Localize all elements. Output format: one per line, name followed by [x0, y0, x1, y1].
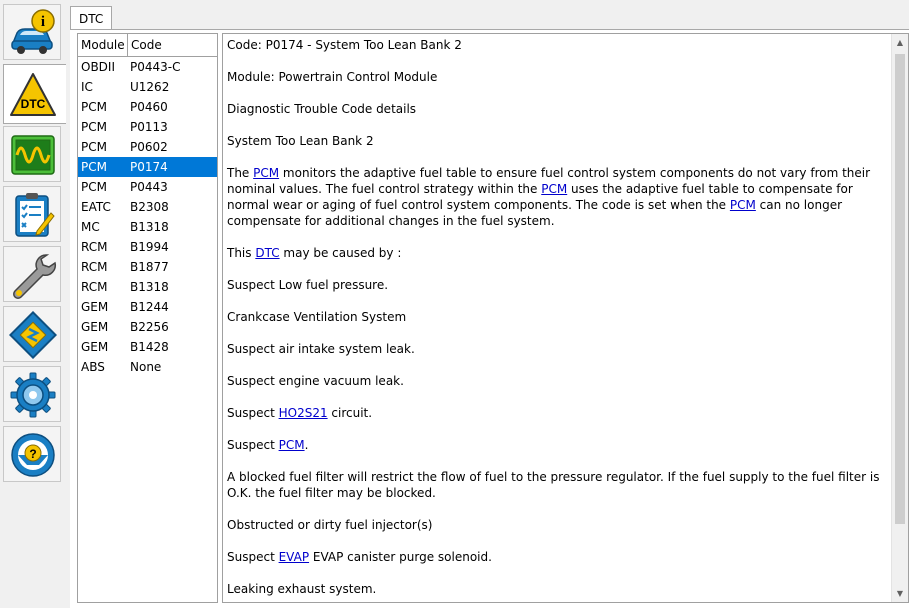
- list-row-selected[interactable]: [78, 157, 217, 177]
- pcm-link[interactable]: PCM: [541, 182, 568, 196]
- row-code: B1428: [130, 340, 169, 354]
- sidebar-item-programming[interactable]: [3, 306, 61, 362]
- cause-item: Suspect engine vacuum leak.: [227, 374, 404, 388]
- row-module: PCM: [81, 140, 107, 154]
- info-badge: i: [40, 14, 46, 30]
- list-row[interactable]: [78, 337, 217, 357]
- cause-item: Suspect Low fuel pressure.: [227, 278, 389, 292]
- detail-code-line: Code: P0174 - System Too Lean Bank 2: [227, 38, 462, 52]
- sidebar-item-live-data[interactable]: [3, 126, 61, 182]
- detail-scrollbar[interactable]: [891, 34, 908, 602]
- cause-text: circuit.: [327, 406, 373, 420]
- detail-title: System Too Lean Bank 2: [227, 134, 374, 148]
- evap-link[interactable]: EVAP: [278, 550, 310, 564]
- list-row[interactable]: [78, 217, 217, 237]
- dtc-link[interactable]: DTC: [255, 246, 280, 260]
- sidebar: [0, 0, 66, 608]
- row-module: PCM: [81, 180, 107, 194]
- cause-item: A blocked fuel filter will restrict the flow of fuel to the pressure regulator. If the fuel supply to the fuel filter is O.K. the fuel filter may be blocked.: [227, 470, 880, 500]
- detail-heading: Diagnostic Trouble Code details: [227, 102, 417, 116]
- row-code: B2308: [130, 200, 169, 214]
- ho2s21-link[interactable]: HO2S21: [278, 406, 328, 420]
- row-module: ABS: [81, 360, 105, 374]
- row-module: EATC: [81, 200, 111, 214]
- row-module: PCM: [81, 160, 107, 174]
- row-module: RCM: [81, 280, 108, 294]
- steering-help-icon: [9, 431, 57, 479]
- cause-item: Crankcase Ventilation System: [227, 310, 407, 324]
- row-code: P0460: [130, 100, 168, 114]
- pcm-link[interactable]: PCM: [729, 198, 756, 212]
- row-code: B1994: [130, 240, 169, 254]
- detail-content: [227, 37, 889, 603]
- pcm-link[interactable]: PCM: [253, 166, 280, 180]
- help-badge: ?: [29, 447, 37, 461]
- row-module: OBDII: [81, 60, 115, 74]
- list-row[interactable]: [78, 57, 217, 77]
- checklist-icon: [9, 191, 57, 239]
- list-row[interactable]: [78, 77, 217, 97]
- cause-item: Suspect air intake system leak.: [227, 342, 415, 356]
- sidebar-item-help[interactable]: [3, 426, 61, 482]
- row-module: RCM: [81, 240, 108, 254]
- row-code: B1318: [130, 280, 169, 294]
- caused-text: may be caused by :: [279, 246, 402, 260]
- cause-item: [227, 437, 889, 453]
- list-row[interactable]: [78, 297, 217, 317]
- sidebar-item-service[interactable]: [3, 246, 61, 302]
- cause-item: Obstructed or dirty fuel injector(s): [227, 518, 433, 532]
- list-row[interactable]: [78, 257, 217, 277]
- oscilloscope-icon: [9, 131, 57, 179]
- detail-description: [227, 165, 889, 229]
- list-row[interactable]: [78, 197, 217, 217]
- sidebar-item-checklist[interactable]: [3, 186, 61, 242]
- sidebar-item-dtc[interactable]: [3, 64, 66, 124]
- row-module: IC: [81, 80, 93, 94]
- row-code: B1318: [130, 220, 169, 234]
- cause-item: Leaking exhaust system.: [227, 582, 377, 596]
- list-row[interactable]: [78, 137, 217, 157]
- row-module: MC: [81, 220, 100, 234]
- car-info-icon: [9, 9, 57, 57]
- dtc-list[interactable]: [77, 33, 218, 603]
- desc-text: can no longer compensate for additional changes in the fuel system.: [227, 198, 843, 228]
- row-code: None: [130, 360, 162, 374]
- gear-icon: [9, 371, 57, 419]
- list-row[interactable]: [78, 317, 217, 337]
- dtc-warning-icon: [9, 71, 57, 119]
- row-code: B1877: [130, 260, 169, 274]
- sidebar-item-vehicle-info[interactable]: [3, 4, 61, 60]
- list-row[interactable]: [78, 97, 217, 117]
- list-row[interactable]: [78, 117, 217, 137]
- cause-text: EVAP canister purge solenoid.: [309, 550, 492, 564]
- list-row[interactable]: [78, 177, 217, 197]
- column-header-module[interactable]: Module: [78, 34, 128, 56]
- row-code: P0443: [130, 180, 168, 194]
- wrench-icon: [9, 251, 57, 299]
- scroll-up-arrow-icon[interactable]: ▲: [896, 38, 904, 47]
- row-module: PCM: [81, 100, 107, 114]
- sidebar-item-settings[interactable]: [3, 366, 61, 422]
- cause-text: Suspect: [227, 438, 279, 452]
- desc-text: The: [227, 166, 254, 180]
- row-code: P0602: [130, 140, 168, 154]
- row-code: B2256: [130, 320, 169, 334]
- list-row[interactable]: [78, 237, 217, 257]
- row-module: GEM: [81, 300, 109, 314]
- row-module: RCM: [81, 260, 108, 274]
- detail-module-line: Module: Powertrain Control Module: [227, 70, 438, 84]
- cause-text: .: [304, 438, 309, 452]
- dtc-detail-pane[interactable]: [222, 33, 909, 603]
- list-row[interactable]: [78, 357, 217, 377]
- cause-item: [227, 405, 889, 421]
- desc-text: uses the adaptive fuel table to compensate for normal wear or aging of fuel control system components. The code is set when the: [227, 182, 853, 212]
- scroll-down-arrow-icon[interactable]: ▼: [896, 589, 904, 598]
- row-module: PCM: [81, 120, 107, 134]
- dtc-badge: DTC: [20, 97, 46, 111]
- cause-text: Suspect: [227, 550, 279, 564]
- cause-text: Suspect: [227, 406, 279, 420]
- row-code: B1244: [130, 300, 169, 314]
- tab-dtc[interactable]: DTC: [70, 6, 112, 30]
- cause-item: [227, 549, 889, 565]
- list-header: [78, 34, 217, 57]
- row-code: P0113: [130, 120, 168, 134]
- row-code: P0443-C: [130, 60, 181, 74]
- list-row[interactable]: [78, 277, 217, 297]
- caused-text: This: [227, 246, 256, 260]
- pcm-link[interactable]: PCM: [278, 438, 305, 452]
- scrollbar-thumb[interactable]: [895, 54, 905, 524]
- row-module: GEM: [81, 320, 109, 334]
- column-header-code[interactable]: Code: [128, 34, 217, 56]
- desc-text: monitors the adaptive fuel table to ensure fuel control system components do not vary from their nominal values. The fuel control strategy within the: [227, 166, 871, 196]
- row-module: GEM: [81, 340, 109, 354]
- caused-by-line: [227, 245, 889, 261]
- row-code: U1262: [130, 80, 170, 94]
- chip-icon: [9, 311, 57, 359]
- row-code: P0174: [130, 160, 168, 174]
